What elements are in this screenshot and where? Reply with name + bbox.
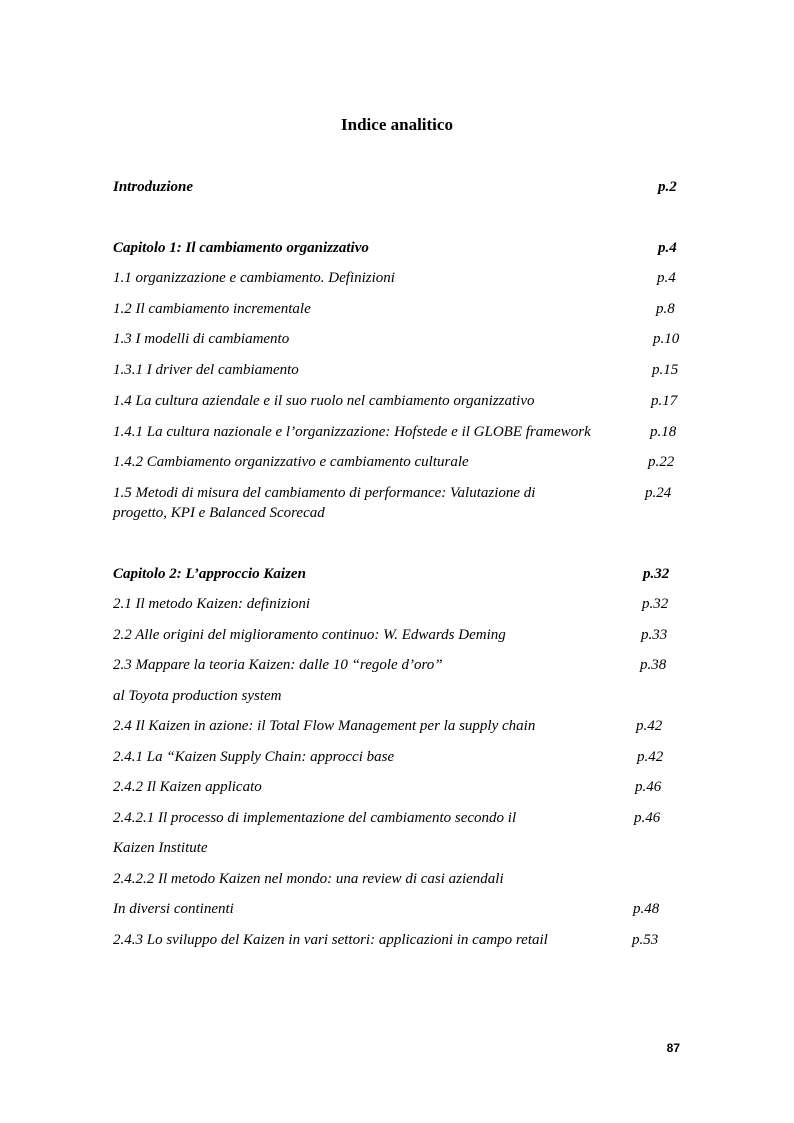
toc-entry-label: al Toyota production system	[113, 688, 282, 704]
toc-entry-page: p.2	[658, 179, 677, 195]
toc-entry-label: 1.3.1 I driver del cambiamento	[113, 362, 299, 378]
toc-entry-label: Kaizen Institute	[113, 840, 208, 856]
toc-entry-label: Capitolo 1: Il cambiamento organizzativo	[113, 240, 369, 256]
toc-entry-page: p.32	[642, 596, 669, 612]
toc-entry-page: p.17	[651, 393, 678, 409]
toc-entry-page: p.48	[633, 901, 660, 917]
page-number: 87	[666, 1041, 680, 1055]
toc-entry-label: 1.4 La cultura aziendale e il suo ruolo nel cambiamento organizzativo	[113, 393, 535, 409]
toc-entry-page: p.24	[645, 485, 672, 501]
toc-entry-label: 2.4.3 Lo sviluppo del Kaizen in vari settori: applicazioni in campo retail	[113, 932, 548, 948]
toc-entry-label: 2.4.1 La “Kaizen Supply Chain: approcci base	[113, 749, 395, 765]
toc-entry-label: 2.1 Il metodo Kaizen: definizioni	[113, 596, 311, 612]
toc-entry-label: 1.2 Il cambiamento incrementale	[113, 301, 311, 317]
toc-entry-page: p.10	[653, 331, 680, 347]
toc-entry-page: p.46	[634, 810, 661, 826]
toc-entry-label: 2.2 Alle origini del miglioramento continuo: W. Edwards Deming	[113, 627, 506, 643]
toc-entry-label: 1.3 I modelli di cambiamento	[113, 331, 290, 347]
toc-entry-label: Capitolo 2: L’approccio Kaizen	[113, 566, 306, 582]
toc-entry-page: p.46	[635, 779, 662, 795]
toc-entry-label: 2.3 Mappare la teoria Kaizen: dalle 10 “regole d’oro”	[113, 657, 443, 673]
toc-entry-page: p.4	[657, 270, 676, 286]
page-title: Indice analitico	[341, 115, 453, 134]
toc-entry-label: 2.4.2 Il Kaizen applicato	[113, 779, 262, 795]
toc-entry-label: 2.4 Il Kaizen in azione: il Total Flow Management per la supply chain	[113, 718, 536, 734]
toc-entry-label: In diversi continenti	[113, 901, 234, 917]
toc-entry-page: p.42	[636, 718, 663, 734]
toc-entry-label: 1.1 organizzazione e cambiamento. Definizioni	[113, 270, 395, 286]
toc-entry-label: 2.4.2.2 Il metodo Kaizen nel mondo: una review di casi aziendali	[113, 871, 504, 887]
toc-entry-label: progetto, KPI e Balanced Scorecad	[113, 505, 325, 521]
toc-entry-page: p.32	[643, 566, 670, 582]
toc-entry-page: p.15	[652, 362, 679, 378]
toc-entry-page: p.4	[658, 240, 677, 256]
toc-entry-page: p.42	[637, 749, 664, 765]
toc-entry-label: 1.4.1 La cultura nazionale e l’organizzazione: Hofstede e il GLOBE framework	[113, 424, 591, 440]
toc-entry-page: p.33	[641, 627, 668, 643]
toc-entry-page: p.18	[650, 424, 677, 440]
toc-entry-page: p.53	[632, 932, 659, 948]
toc-entry-page: p.38	[640, 657, 667, 673]
toc-entry-label: 1.5 Metodi di misura del cambiamento di performance: Valutazione di	[113, 485, 536, 501]
toc-entry-page: p.22	[648, 454, 675, 470]
toc-entry-label: 2.4.2.1 Il processo di implementazione del cambiamento secondo il	[113, 810, 517, 826]
toc-entry-label: 1.4.2 Cambiamento organizzativo e cambiamento culturale	[113, 454, 469, 470]
toc-entry-label: Introduzione	[113, 179, 194, 195]
toc-entry-page: p.8	[656, 301, 675, 317]
